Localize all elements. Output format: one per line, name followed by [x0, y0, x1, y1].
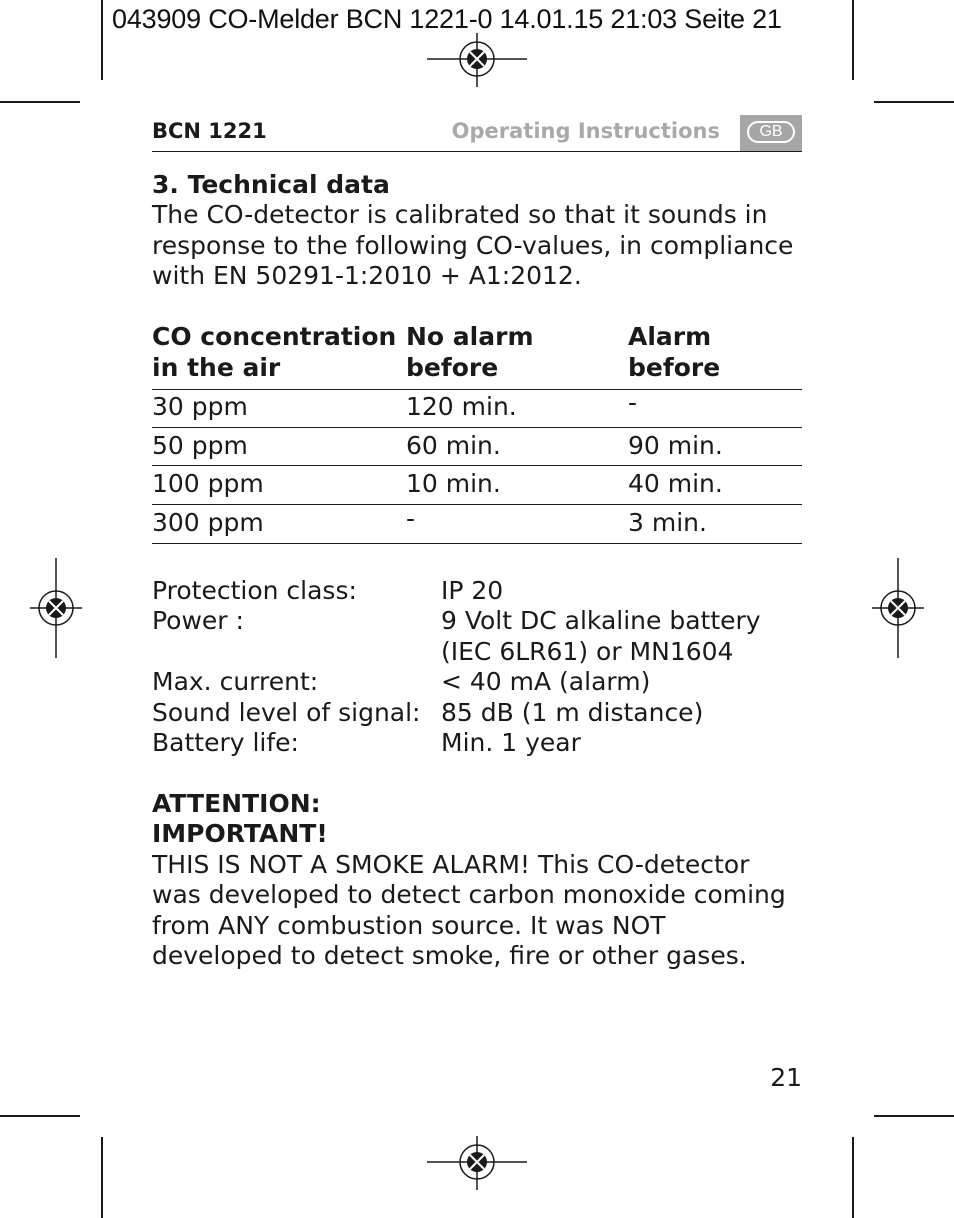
intro-line: The CO-detector is calibrated so that it sounds in: [152, 200, 768, 229]
attention-line: was developed to detect carbon monoxide coming: [152, 880, 786, 909]
table-cell: 60 min.: [406, 431, 501, 460]
spec-value: 9 Volt DC alkaline battery: [441, 606, 761, 635]
print-slug: 043909 CO-Melder BCN 1221-0 14.01.15 21:03 Seite 21: [112, 4, 782, 34]
crop-mark: [852, 1137, 854, 1218]
crop-mark: [852, 0, 854, 80]
section-heading: 3. Technical data: [152, 170, 390, 199]
intro-line: response to the following CO-values, in compliance: [152, 231, 794, 260]
table-cell: 90 min.: [628, 431, 723, 460]
language-badge-label: GB: [747, 121, 795, 143]
attention-title: IMPORTANT!: [152, 819, 328, 848]
spec-label: Protection class:: [152, 576, 357, 605]
table-header-no-alarm: No alarm: [406, 322, 534, 351]
table-cell: 40 min.: [628, 469, 723, 498]
table-header-alarm: Alarm: [628, 322, 712, 351]
spec-value: IP 20: [441, 576, 504, 605]
header-subtitle: Operating Instructions: [451, 119, 720, 143]
table-cell: 3 min.: [628, 508, 707, 537]
spec-label: Sound level of signal:: [152, 698, 421, 727]
crop-mark: [101, 0, 103, 80]
table-header-alarm: before: [628, 353, 721, 382]
table-cell: 300 ppm: [152, 508, 264, 537]
spec-value: Min. 1 year: [441, 728, 581, 757]
attention-line: from ANY combustion source. It was NOT: [152, 911, 666, 940]
table-cell: 10 min.: [406, 469, 501, 498]
attention-line: developed to detect smoke, fire or other gases.: [152, 941, 747, 970]
spec-label: Max. current:: [152, 667, 319, 696]
table-cell: 120 min.: [406, 392, 517, 421]
table-cell: 50 ppm: [152, 431, 248, 460]
crop-mark: [874, 1115, 954, 1117]
table-rule: [152, 504, 802, 505]
crop-mark: [101, 1137, 103, 1218]
language-badge: [740, 115, 802, 151]
table-header-concentration: CO concentration: [152, 322, 397, 351]
crop-mark: [0, 1115, 80, 1117]
spec-value: < 40 mA (alarm): [441, 667, 651, 696]
intro-line: with EN 50291-1:2010 + A1:2012.: [152, 261, 582, 290]
running-header: [152, 117, 802, 152]
table-cell: -: [628, 388, 638, 417]
attention-line: THIS IS NOT A SMOKE ALARM! This CO-detector: [152, 850, 750, 879]
spec-label: Battery life:: [152, 728, 299, 757]
model-name: BCN 1221: [152, 119, 267, 143]
table-cell: 100 ppm: [152, 469, 264, 498]
registration-mark-left: [28, 558, 84, 658]
table-header-concentration: in the air: [152, 353, 281, 382]
table-cell: -: [406, 504, 416, 533]
attention-title: ATTENTION:: [152, 789, 321, 818]
table-rule: [152, 427, 802, 428]
crop-mark: [0, 101, 80, 103]
table-rule: [152, 389, 802, 390]
registration-mark-top: [427, 33, 527, 87]
registration-mark-right: [870, 558, 926, 658]
page-number: 21: [770, 1063, 802, 1092]
spec-value: 85 dB (1 m distance): [441, 698, 704, 727]
spec-label: Power :: [152, 606, 244, 635]
table-cell: 30 ppm: [152, 392, 248, 421]
table-rule: [152, 465, 802, 466]
registration-mark-bottom: [427, 1136, 527, 1190]
spec-value: (IEC 6LR61) or MN1604: [441, 637, 734, 666]
crop-mark: [874, 101, 954, 103]
table-header-no-alarm: before: [406, 353, 499, 382]
table-rule: [152, 543, 802, 544]
